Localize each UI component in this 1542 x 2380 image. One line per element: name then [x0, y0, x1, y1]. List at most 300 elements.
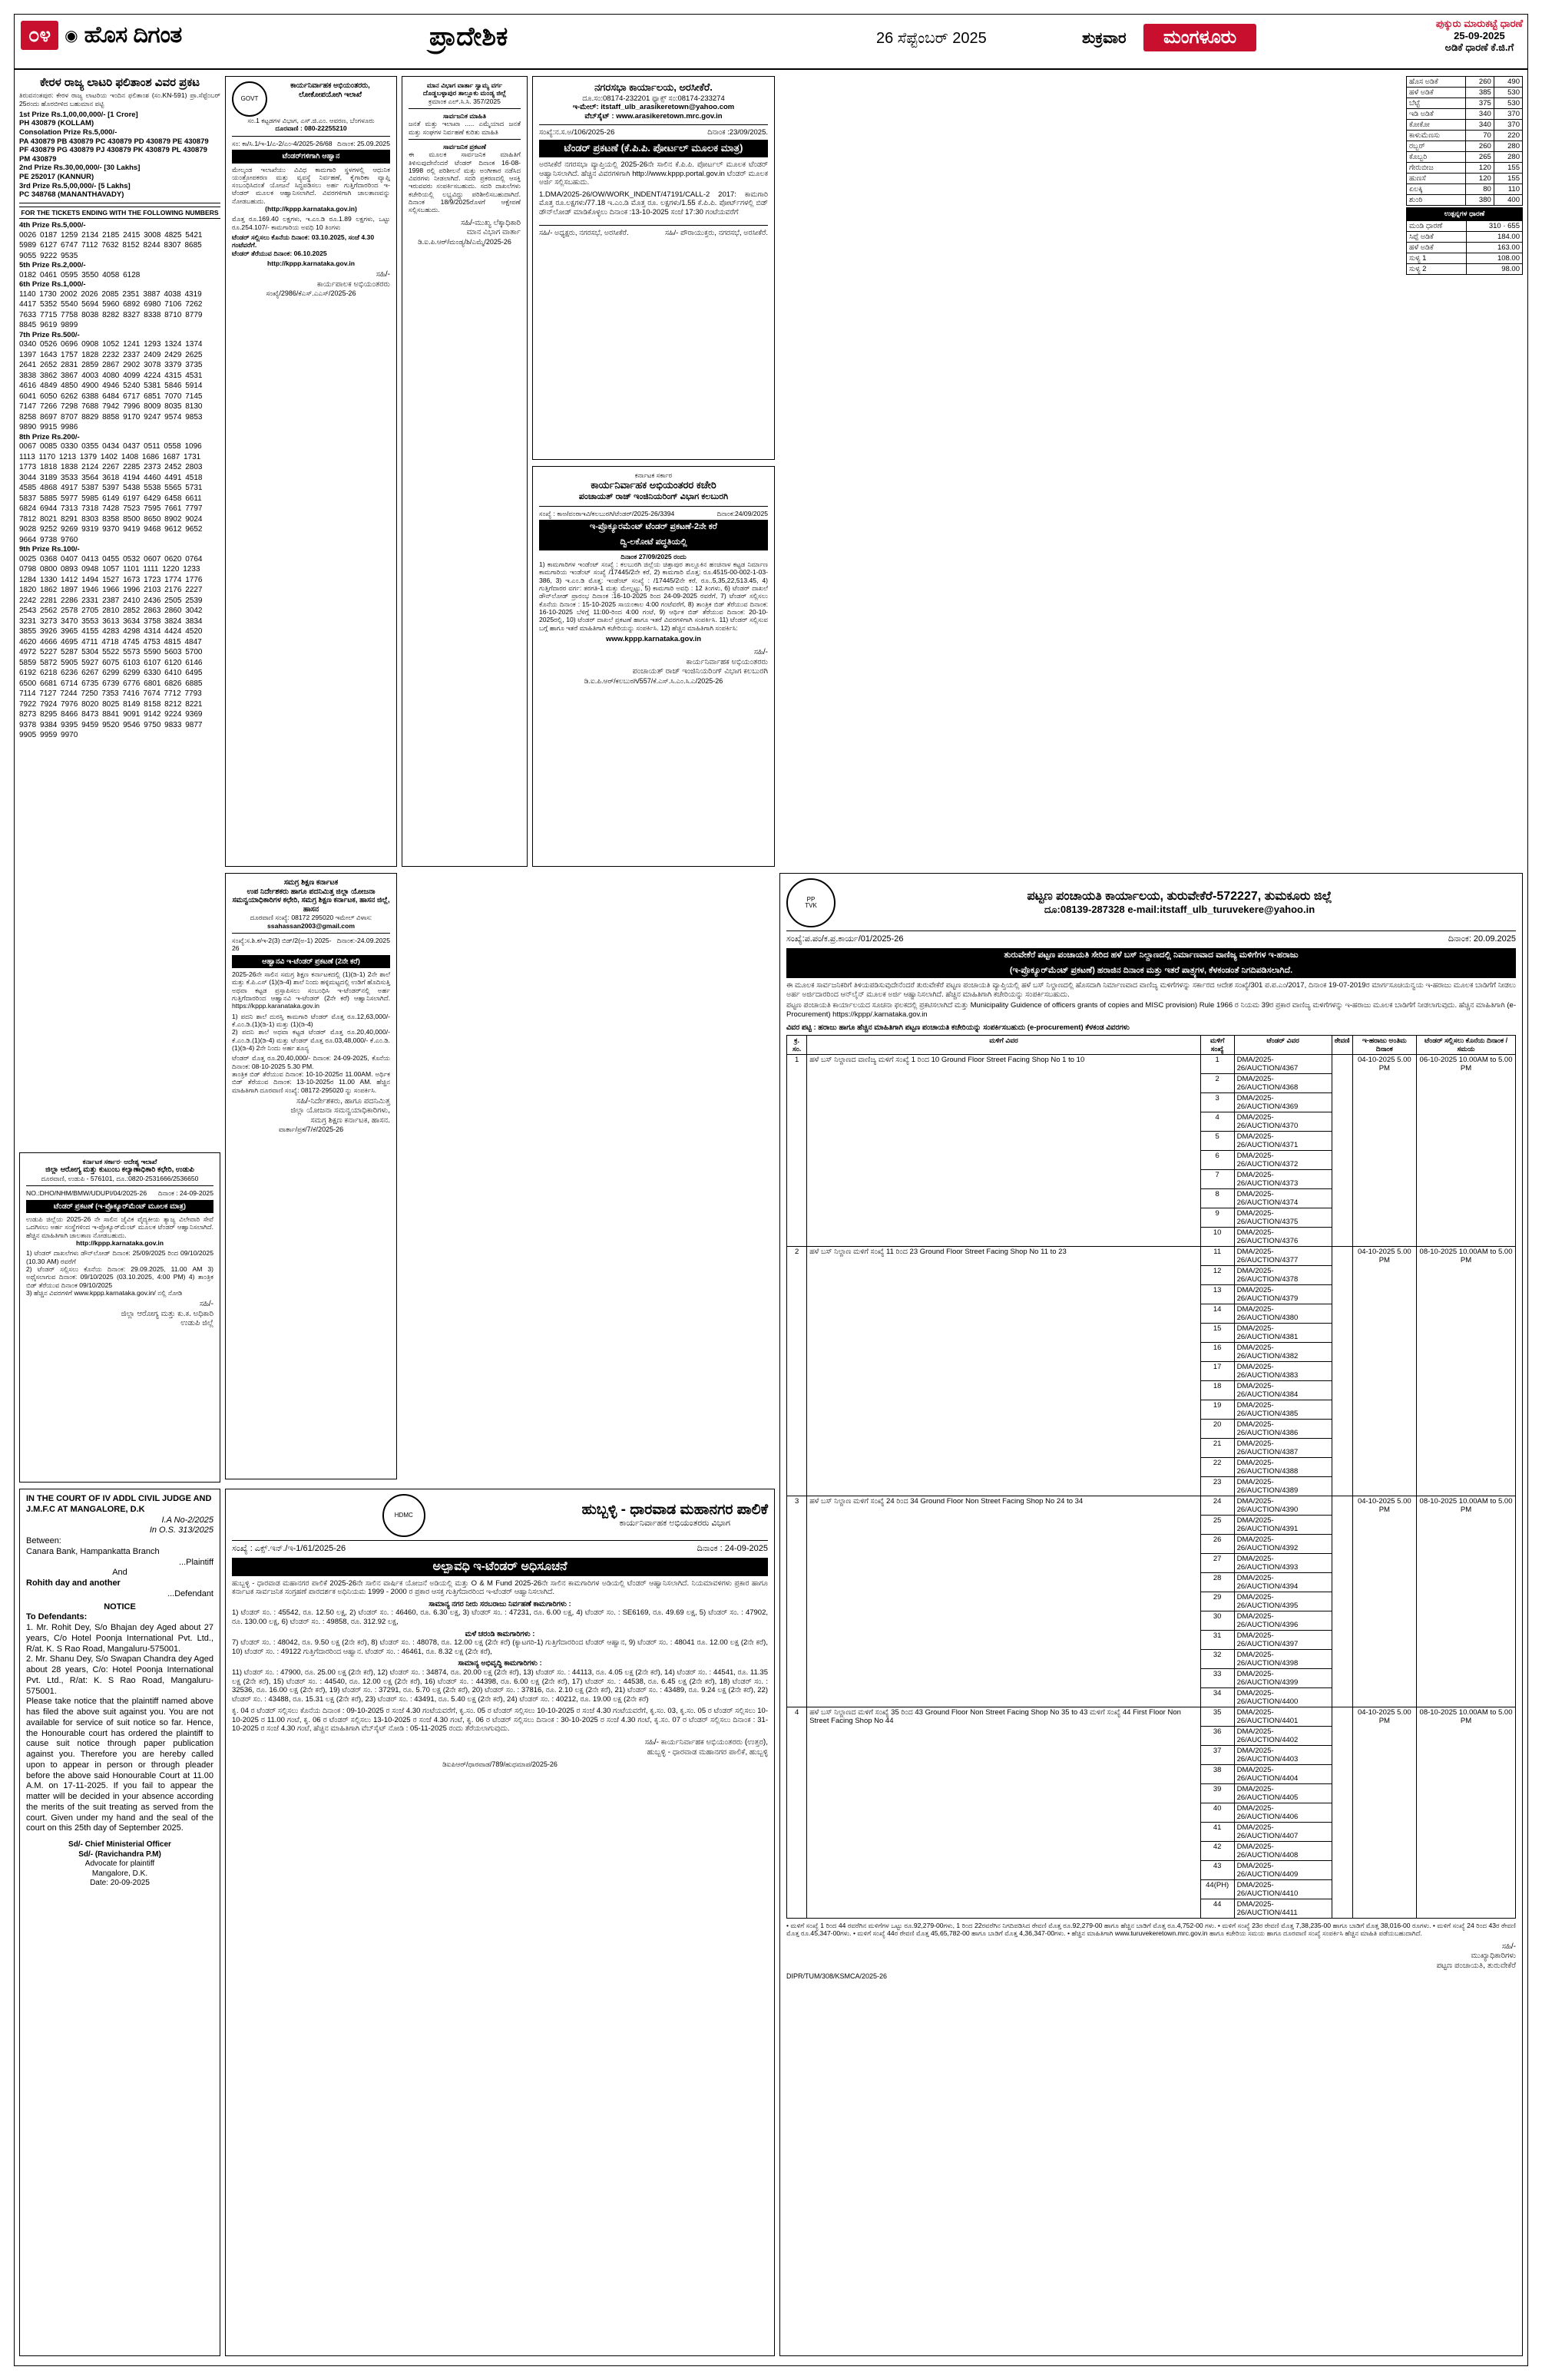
rate-footer-title: ಉತ್ಪನ್ನಗಳ ಧಾರಣೆ [1406, 207, 1523, 220]
tvk-sno: 1 [787, 1055, 807, 1247]
tvk-tender-id: DMA/2025-26/AUCTION/4393 [1234, 1554, 1332, 1573]
tvk-tender-id: DMA/2025-26/AUCTION/4374 [1234, 1189, 1332, 1208]
tvk-shop-no: 27 [1200, 1554, 1234, 1573]
paper-name: ಹೊಸ ದಿಗಂತ [84, 22, 182, 48]
udupi-phone: ದೂರವಾಣಿ, ಉಡುಪಿ - 576101, ದೂ.:0820-2531666/2536650 [41, 1174, 199, 1182]
rate-footer-value: 310 · 655 [1466, 221, 1522, 232]
arasikere-items [539, 190, 768, 217]
rate-high: 370 [1494, 109, 1522, 120]
tvk-tender-id: DMA/2025-26/AUCTION/4378 [1234, 1266, 1332, 1285]
blr-addr: ಸಂ.1 ಕಟ್ಟಡಗಳ ವಿಭಾಗ, ಎಸ್.ಜಿ.ಎಂ. ಆವರಣ, ಬೆಂಗಳೂರು [247, 117, 375, 124]
court-sign2: Sd/- (Ravichandra P.M) [78, 1849, 161, 1859]
tvk-shop-desc: ಹಳೆ ಬಸ್ ನಿಲ್ದಾಣ ಮಳಿಗೆ ಸಂಖ್ಯೆ 24 ರಿಂದ 34 Ground Floor Non Street Facing Shop No 24 to 34 [807, 1496, 1201, 1707]
tvk-tender-id: DMA/2025-26/AUCTION/4411 [1234, 1899, 1332, 1919]
rate-row [1407, 109, 1523, 120]
udupi-bullets [26, 1249, 213, 1297]
rate-footer-value: 163.00 [1466, 243, 1522, 253]
hassan-items [232, 1013, 390, 1053]
rate-high: 110 [1494, 184, 1522, 195]
kal-sign1: ಸಹಿ/- [753, 648, 768, 657]
table-row [787, 1055, 1516, 1074]
lottery-panel [19, 76, 220, 741]
tvk-shop-no: 10 [1200, 1228, 1234, 1247]
hubli-emblem-icon: HDMC [382, 1494, 425, 1537]
blr-head1: ಕಾರ್ಯನಿರ್ವಾಹಕ ಅಭಿಯಂತರರು, [290, 81, 370, 90]
tvk-shop-no: 5 [1200, 1132, 1234, 1151]
tvk-shop-no: 26 [1200, 1535, 1234, 1554]
tvk-sno: 4 [787, 1707, 807, 1919]
arasikere-phone: ದೂ.ಸಂ:08174-232201 ಫ್ಯಾಕ್ಸ್ ಸಂ:08174-233274 [582, 94, 725, 103]
tvk-shop-no: 15 [1200, 1324, 1234, 1343]
hassan-body: 2025-26ನೇ ಸಾಲಿನ ಸಮಗ್ರ ಶಿಕ್ಷಣ ಕರ್ನಾಟಕದಲ್ಲಿ (1)(ಡಿ-1) 2ನೇ ಶಾಲೆ ಮತ್ತು ಕೆ.ಪಿ.ಎಸ್ (1)(ಡಿ-4) ಶಾಲೆ ನಿಂದು ಹಳ್ಳಿಮಟ್ಟದಲ್ಲಿ ಉಡಿಗೆ ಹೊದಿಸುತ್ತಿ ಅಥವಾ ಕಟ್ಟಡ ಪ್ರಸ್ತಾಪಿಸಲು ಸಂಬಂಧಿಸಿ ಇ-ಟೆಂಡರ್‌ನಲ್ಲಿ ಅರ್ಹ ಗುತ್ತಿಗೆದಾರರಿಂದ ಆಹ್ವಾನವಿ ಇ-ಟೆಂಡರ್ (2ನೇ ಕರೆ) ಆಹ್ವಾನಿಸಲಾಗಿದೆ. https://kppp.karanataka.gov.in [232, 970, 390, 1010]
court-defendant: Rohith day and another [26, 1578, 121, 1588]
tvk-tender-id: DMA/2025-26/AUCTION/4383 [1234, 1362, 1332, 1381]
tvk-tender-id: DMA/2025-26/AUCTION/4377 [1234, 1247, 1332, 1266]
tvk-shop-no: 21 [1200, 1439, 1234, 1458]
rate-row [1407, 163, 1523, 174]
tvk-shop-no: 23 [1200, 1477, 1234, 1496]
table-row [787, 1707, 1516, 1727]
govt-emblem-icon: GOVT [232, 81, 267, 117]
hubli-date: ದಿನಾಂಕ : 24-09-2025 [697, 1544, 768, 1553]
tvk-shop-no: 1 [1200, 1055, 1234, 1074]
tvk-column-header: ಟೆಂಡರ್ ಸಲ್ಲಿಸಲು ಕೊನೆಯ ದಿನಾಂಕ / ಸಮಯ [1417, 1036, 1516, 1055]
kal-head1: ಕಾರ್ಯನಿರ್ವಾಹಕ ಅಭಿಯಂತರರ ಕಚೇರಿ [591, 479, 716, 491]
lottery-title: ಕೇರಳ ರಾಜ್ಯ ಲಾಟರಿ ಫಲಿತಾಂಶ ವಿವರ ಪ್ರಕಟ [39, 76, 200, 89]
tvk-tender-id: DMA/2025-26/AUCTION/4410 [1234, 1880, 1332, 1899]
rate-label: ಕೊಬ್ಬರಿ [1407, 152, 1466, 163]
rate-row [1407, 152, 1523, 163]
lottery-prize-head: 5th Prize Rs.2,000/- [19, 261, 86, 270]
lottery-prize-line: PC 348768 (MANANTHAVADY) [19, 190, 124, 200]
tvk-shop-no: 20 [1200, 1420, 1234, 1439]
tvk-body2: ಪಟ್ಟಣ ಪಂಚಾಯತಿ ಕಾರ್ಯಾಲಯದ ಸೂಚನಾ ಫಲಕದಲ್ಲಿ ಪ್ರಕಟಿಸಲಾಗಿದೆ ಮತ್ತು Municipality Guidence of officers grants of copies and MISC provision) Rule 1966 ರ ನಿಯಮ 39ರ ಪ್ರಕಾರ ವಾಣಿಜ್ಯ ಮಳಿಗೆಗಳನ್ನು ಇ-ಹರಾಜು ಮೂಲಕ ಬಾಡಿಗೆಗೆ ನೀಡಲಾಗುವುದು. ಹೆಚ್ಚಿನ ಮಾಹಿತಿಗಾಗಿ (e-Procurement) https://kppp/.karnataka.gov.in [786, 1001, 1516, 1019]
lottery-prize-line: PH 430879 (KOLLAM) [19, 119, 94, 128]
tvk-head1: ಪಟ್ಟಣ ಪಂಚಾಯತಿ ಕಾರ್ಯಾಲಯ, ತುರುವೇಕೆರೆ-572227, ತುಮಕೂರು ಜಿಲ್ಲೆ [1027, 889, 1332, 903]
tvk-shop-no: 43 [1200, 1861, 1234, 1880]
court-plaintiff: Canara Bank, Hampankatta Branch [26, 1546, 160, 1556]
rate-label: ಕೋಕೋ [1407, 120, 1466, 131]
mandya-body2: ಈ ಮೂಲಕ ಸಾರ್ವಜನಿಕ ಮಾಹಿತಿಗೆ ತಿಳಿಸುವುದೇನೆಂದರೆ ಟೆಂಡರ್ ದಿನಾಂಕ 16-08-1998 ರಲ್ಲಿ ಪರಿಶೀಲನೆ ಮತ್ತು ಅಂಗೀಕಾರ ನಡೆಸಿದ ವಿವರಗಳು ನೀಡಲಾಗಿದೆ. ಸದರಿ ಪ್ರಕರಣದಲ್ಲಿ ಆಸಕ್ತಿ ಇರುವವರು ಸಂಪರ್ಕಿಸಬಹುದು. ಸದರಿ ದಾಖಲೆಗಳು ಕಚೇರಿಯಲ್ಲಿ ಲಭ್ಯವಿದ್ದು ಪರಿಶೀಲಿಸಬಹುದಾಗಿದೆ. ದಿನಾಂಕ 18/9/2025ರೊಳಗೆ ಆಕ್ಷೇಪಣೆ ಸಲ್ಲಿಸಬಹುದು. [409, 150, 521, 214]
tvk-shop-no: 36 [1200, 1727, 1234, 1746]
court-sign1: Sd/- Chief Ministerial Officer [68, 1840, 171, 1849]
tvk-tender-id: DMA/2025-26/AUCTION/4385 [1234, 1400, 1332, 1420]
lottery-prize-numbers: 0026 0187 1259 2134 2185 2415 3008 4825 5421 5989 6127 6747 7112 7632 8152 8244 8307 8685 9055 9222 9535 [19, 230, 203, 260]
tvk-shop-no: 44 [1200, 1899, 1234, 1919]
tvk-shop-no: 28 [1200, 1573, 1234, 1592]
tvk-deposit [1332, 1496, 1352, 1707]
tvk-tender-id: DMA/2025-26/AUCTION/4399 [1234, 1669, 1332, 1688]
hubli-headline: ಅಲ್ಪಾವಧಿ ಇ-ಟೆಂಡರ್ ಅಧಿಸೂಚನೆ [232, 1558, 768, 1576]
lottery-prize-numbers: 0182 0461 0595 3550 4058 6128 [19, 270, 141, 279]
tvk-shop-no: 32 [1200, 1650, 1234, 1669]
tvk-last-date: 08-10-2025 10.00AM to 5.00 PM [1417, 1247, 1516, 1496]
hassan-phone: ದೂರವಾಣಿ ಸಂಖ್ಯೆ: 08172 295020 ಇಮೇಲ್ ವಿಳಾಸ: [250, 914, 372, 922]
tvk-contact[interactable]: ದೂ:08139-287328 e-mail:itstaff_ulb_turuvekere@yahoo.in [1044, 903, 1315, 915]
rate-row [1407, 131, 1523, 141]
lottery-prize-line: 3rd Prize Rs.5,00,000/- [5 Lakhs] [19, 181, 131, 190]
tvk-footnote: • ಮಳಿಗೆ ಸಂಖ್ಯೆ 1 ರಿಂದ 44 ರವರೆಗಿನ ಮಳಿಗೆಗಳ ಒಟ್ಟು ರೂ.92,279-00ಗಳು, 1 ರಿಂದ 22ರವರೆಗಿನ ನಿಗದಿಪಡಿಸಿದ ಠೇವಣಿ ಮೊತ್ತ ರೂ.92,279-00 ಹಾಗೂ ಹೆಚ್ಚಿನ ಬಾಡಿಗೆ ಮೊತ್ತ ರೂ.4,752-00 ಗಳು. • ಮಳಿಗೆ ಸಂಖ್ಯೆ 23ರ ಠೇವಣಿ ಮೊತ್ತ 7,38,235-00 ಹಾಗೂ ಬಾಡಿಗೆ ಮೊತ್ತ 38,016-00 ರೂಗಳು. • ಮಳಿಗೆ ಸಂಖ್ಯೆ 24 ರಿಂದ 43ರ ಠೇವಣಿ ಮೊತ್ತ ರೂ.45,347-00ಗಳು. • ಮಳಿಗೆ ಸಂಖ್ಯೆ 44ರ ಠೇವಣಿ ಮೊತ್ತ 45,65,782-00 ಹಾಗೂ ಬಾಡಿಗೆ ಮೊತ್ತ 4,36,347-00ಗಳು. • ಹೆಚ್ಚಿನ ಮಾಹಿತಿಗಾಗಿ www.turuvekeretown.mrc.gov.in ಹಾಗೂ ಕಚೇರಿಯ ಸಮಯ ಹಾಗೂ ದೂರವಾಣಿ ಸಂಖ್ಯೆ ಸಂಪರ್ಕಿಸಿ ಹೆಚ್ಚಿನ ಮಾಹಿತಿ ಪಡೆಯಬಹುದಾಗಿದೆ. [786, 1922, 1516, 1938]
tvk-tender-id: DMA/2025-26/AUCTION/4402 [1234, 1727, 1332, 1746]
court-body: Please take notice that the plaintiff named above has filed the above suit against you. You are not available for service of suit notice so far. Hence, the Honourable court has ordered the plaintiff to cause suit notice through paper publication against you. Therefore you are hereby called upon to appear in person or through pleader before the above said Honourable Court at 11.00 A.M. on 17-11-2025. If you fail to appear the matter will be decided in your absence according the merits of the suit treating as served from the court. Given under my hand and the seal of the court on this 25th day of September 2025. [26, 1697, 213, 1833]
hassan-date-line: ಟೆಂಡರ್ ಮೊತ್ತ ರೂ.20,40,000/- ದಿನಾಂಕ: 24-09-2025, ಕೊನೆಯ ದಿನಾಂಕ: 08-10-2025 5.30 PM. [232, 1054, 390, 1070]
court-defendant-1: 1. Mr. Rohit Dey, S/o Bhajan dey Aged about 27 years, C/o Hotel Poonja International Pvt. Ltd., R/at. K. S Rao Road, Mangaluru-575001. [26, 1623, 213, 1654]
tvk-shop-no: 39 [1200, 1784, 1234, 1803]
section-title: ಪ್ರಾದೇಶಿಕ [429, 22, 508, 51]
rate-high: 155 [1494, 174, 1522, 184]
tvk-tender-id: DMA/2025-26/AUCTION/4386 [1234, 1420, 1332, 1439]
issue-day: ಶುಕ್ರವಾರ [1082, 30, 1127, 47]
rate-table-panel [1406, 76, 1523, 275]
logo-icon: ◉ [65, 27, 78, 45]
tvk-tender-id: DMA/2025-26/AUCTION/4396 [1234, 1611, 1332, 1631]
tvk-tender-id: DMA/2025-26/AUCTION/4403 [1234, 1746, 1332, 1765]
arasikere-no: ಸಂಖ್ಯೆ:ನ.ಸ.ಅ/106/2025-26 [539, 127, 615, 137]
udupi-org1: ಕರ್ನಾಟಕ ಸರ್ಕಾರ· ಆದೇಶ್ಯ ಇಲಾಖೆ [82, 1158, 157, 1165]
lottery-prize-numbers: 0025 0368 0407 0413 0455 0532 0607 0620 0764 0798 0800 0893 0948 1057 1101 1111 1220 1233 1284 1330 1412 1494 1527 1673 1723 1774 1776 1820 1862 1897 1946 1966 1996 2103 2176 2227 2242 2281 2286 2331 2387 2410 2436 2505 2539 2543 2562 2578 2705 2810 2852 2863 2860 3042 3231 3273 3470 3553 3613 3634 3758 3824 3834 3855 3926 3965 4155 4283 4298 4314 4424 4520 4620 4666 4695 4711 4718 4745 4753 4815 4847 4972 5227 5287 5304 5522 5573 5590 5603 5700 5859 5872 5905 5927 6075 6103 6107 6120 6146 6192 6218 6236 6267 6299 6299 6330 6410 6495 6500 6681 6714 6735 6739 6776 6801 6826 6885 7114 7127 7244 7250 7353 7416 7674 7712 7793 7922 7924 7976 8020 8025 8149 8158 8212 8221 8273 8295 8466 8473 8841 9091 9142 9224 9369 9378 9384 9395 9459 9520 9546 9750 9833 9877 9905 9959 9970 [19, 554, 203, 740]
blr-url2[interactable]: http://kppp.karnataka.gov.in [267, 259, 355, 267]
hassan-date: ದಿನಾಂಕ:-24.09.2025 [336, 936, 390, 944]
tvk-tender-id: DMA/2025-26/AUCTION/4405 [1234, 1784, 1332, 1803]
tvk-sno: 3 [787, 1496, 807, 1707]
tvk-tender-id: DMA/2025-26/AUCTION/4388 [1234, 1458, 1332, 1477]
mandya-sec1: ಸಾರ್ವಜನಿಕ ಮಾಹಿತಿ [442, 111, 487, 120]
tvk-tender-id: DMA/2025-26/AUCTION/4394 [1234, 1573, 1332, 1592]
tvk-shop-desc: ಹಳೆ ಬಸ್ ನಿಲ್ದಾಣದ ವಾಣಿಜ್ಯ ಮಳಿಗೆ ಸಂಖ್ಯೆ 1 ರಿಂದ 10 Ground Floor Street Facing Shop No 1 to 10 [807, 1055, 1201, 1247]
hassan-no: ಸಂಖ್ಯೆ:ಸ.ಶಿ.ಕ/ಇ-2(3) ಬಿಡ್‌/2(ಅ-1) 2025-26 [232, 936, 332, 953]
rate-footer-label: ಸುಳ್ಯ 1 [1407, 253, 1467, 264]
tvk-column-header: ಮಳಿಗೆ ವಿವರ [807, 1036, 1201, 1055]
tvk-body1: ಈ ಮೂಲಕ ಸಾರ್ವಜನಿಕರಿಗೆ ತಿಳಿಯಪಡಿಸುವುದೇನೆಂದರೆ ತುರುವೇಕೆರೆ ಪಟ್ಟಣ ಪಂಚಾಯತಿ ವ್ಯಾಪ್ತಿಯಲ್ಲಿ ಹಳೆ ಬಸ್ ನಿಲ್ದಾಣದಲ್ಲಿ ಹೊಸದಾಗಿ ನಿರ್ಮಾಣವಾದ ವಾಣಿಜ್ಯ ಮಳಿಗೆಗಳನ್ನು ಸರ್ಕಾರದ ಆದೇಶ ಸಂಖ್ಯೆ/301 ಪ.ಪ.ಎಂ/2017, ದಿನಾಂಕ 19-07-2019ರ ಮಾರ್ಗಸೂಚಿಯನ್ವಯ ಇ-ಹರಾಜು ಮೂಲಕ ಬಾಡಿಗೆಗೆ ನೀಡಲು ಅರ್ಹ ಅರ್ಜಿದಾರರಿಂದ ಆನ್‌ಲೈನ್ ಮೂಲಕ ಅರ್ಜಿ ಆಹ್ವಾನಿಸಲಾಗಿದೆ. ಹೆಚ್ಚಿನ ಮಾಹಿತಿಗಾಗಿ ಕಚೇರಿಯನ್ನು ಸಂಪರ್ಕಿಸಬಹುದು. [786, 981, 1516, 999]
tvk-shop-no: 2 [1200, 1074, 1234, 1093]
tvk-last-date: 06-10-2025 10.00AM to 5.00 PM [1417, 1055, 1516, 1247]
tvk-column-header: ಇ-ಹರಾಜು ಅಂತಿಮ ದಿನಾಂಕ [1352, 1036, 1417, 1055]
tvk-deposit [1332, 1247, 1352, 1496]
blr-phone: ದೂರವಾಣಿ : 080-22255210 [275, 124, 347, 133]
court-defendant-2: 2. Mr. Shanu Dey, S/o Swapan Chandra dey Aged about 28 years, C/o: Hotel Poonja International Pvt. Ltd., R/at: K. S Rao Road, Mangaluru-575001. [26, 1654, 213, 1696]
turuvekere-auction-notice [779, 873, 1523, 2356]
lottery-prize-line: PF 430879 PG 430879 PJ 430879 PK 430879 PL 430879 [19, 146, 207, 155]
tvk-shop-no: 35 [1200, 1707, 1234, 1727]
rate-low: 380 [1465, 195, 1494, 206]
tvk-deposit [1332, 1055, 1352, 1247]
udupi-bullet: 1) ಟೆಂಡರ್ ದಾಖಲೆಗಳು ಡೌನ್‌ಲೋಡ್ ದಿನಾಂಕ: 25/09/2025 ರಿಂದ 09/10/2025 (10.30 AM) ರವರೆಗೆ [26, 1249, 213, 1265]
lottery-prize-numbers: 0340 0526 0696 0908 1052 1241 1293 1324 1374 1397 1643 1757 1828 2232 2337 2409 2429 2625 2641 2652 2831 2859 2867 2902 3078 3379 3735 3838 3862 3867 4003 4080 4099 4224 4315 4531 4616 4849 4850 4900 4946 5240 5381 5846 5914 6041 6050 6262 6388 6484 6717 6851 7070 7145 7147 7266 7298 7688 7942 7996 8009 8035 8130 8258 8697 8707 8829 8858 9170 9247 9574 9853 9890 9915 9986 [19, 340, 203, 432]
tvk-shop-no: 11 [1200, 1247, 1234, 1266]
udupi-url[interactable]: http://kppp.karnataka.gov.in [76, 1239, 164, 1248]
court-case1: I.A No-2/2025 [161, 1515, 213, 1525]
rate-label: ಹೊಸ ಅಡಿಕೆ [1407, 77, 1466, 88]
hassan-item: 1) ಪದನಿ ಶಾಲೆ ದುರಸ್ತಿ ಕಾಮಗಾರಿ ಟೆಂಡರ್ ಮೊತ್ತ ರೂ.12,63,000/- ಕೆ.ಎಂ.ಡಿ.(1)(ಡಿ-1) ಮತ್ತು (1)(ಡಿ-4) [232, 1012, 390, 1029]
lottery-prize-line: 1st Prize Rs.1,00,00,000/- [1 Crore] [19, 110, 138, 119]
blr-head2: ಲೋಕೋಪಯೋಗಿ ಇಲಾಖೆ [298, 90, 362, 99]
rate-label: ಏಲಕ್ಕಿ [1407, 184, 1466, 195]
hassan-sign2: ಜಿಲ್ಲಾ ಯೋಜನಾ ಸಮನ್ವಯಾಧಿಕಾರಿಗಳು, [290, 1106, 390, 1116]
blr-date: ದಿನಾಂಕ: 25.09.2025 [337, 139, 390, 147]
arasikere-sign2: ಸಹಿ/- ಪೌರಾಯುಕ್ತರು, ನಗರಸಭೆ, ಅರಸೀಕೆರೆ. [664, 228, 768, 237]
udupi-headline: ಟೆಂಡರ್ ಪ್ರಕಟಣೆ (ಇ-ಪ್ರೊಕ್ಯೂರ್‌ಮೆಂಟ್ ಮೂಲಕ ಮಾತ್ರ) [26, 1200, 213, 1214]
arasikere-email[interactable]: ಇ-ಮೇಲ್: itstaff_ulb_arasikeretown@yahoo.com [572, 103, 735, 112]
hubli-group-1 [232, 1608, 768, 1626]
tvk-tender-id: DMA/2025-26/AUCTION/4391 [1234, 1516, 1332, 1535]
market-rate-title: ಪುಕ್ಕುರು ಮಾರುಕಟ್ಟೆ ಧಾರಣೆ [1435, 18, 1523, 29]
court-between: Between: [26, 1536, 61, 1545]
rate-row [1407, 184, 1523, 195]
mandya-sign1: ಸಹಿ/-ಮುಖ್ಯ ಲೆಕ್ಕಾಧಿಕಾರಿ [460, 218, 521, 227]
arasikere-body: ಅರಸೀಕೆರೆ ನಗರಸಭಾ ವ್ಯಾಪ್ತಿಯಲ್ಲಿ 2025-26ನೇ ಸಾಲಿನ ಕೆ.ಪಿ.ಪಿ. ಪೋರ್ಟಲ್ ಮೂಲಕ ಟೆಂಡರ್ ಆಹ್ವಾನಿಸಲಾಗಿದೆ. ಹೆಚ್ಚಿನ ವಿವರಗಳಿಗಾಗಿ http://www.kppp.portal.gov.in ಟೆಂಡರ್ ಮೂಲಕ ಅರ್ಜಿ ಸಲ್ಲಿಸಬಹುದು. [539, 160, 768, 187]
rate-label: ಇಡಿ ಅಡಿಕೆ [1407, 109, 1466, 120]
kal-no: ಸಂಖ್ಯೆ : ಕಾಅ/ಪಂರಾಇವಿ/ಕಲಬುರಗಿ/ಟೆಂಡರ್/2025-26/3394 [539, 509, 675, 517]
tvk-tender-id: DMA/2025-26/AUCTION/4395 [1234, 1592, 1332, 1611]
rate-low: 120 [1465, 174, 1494, 184]
lottery-top-prizes [19, 111, 220, 200]
hubli-ref: ಡಿಐಪಿಆರ್/ಧಾರವಾಡ/789/ಹುಧಮಾಪ/2025-26 [442, 1760, 558, 1768]
mandya-notice [402, 76, 528, 867]
udupi-sign1: ಸಹಿ/- [199, 1300, 213, 1309]
kal-date: ದಿನಾಂಕ:24/09/2025 [716, 509, 768, 517]
tvk-shop-no: 7 [1200, 1170, 1234, 1189]
hubli-item: 11) ಟೆಂಡರ್ ಸಂ. : 47900, ರೂ. 25.00 ಲಕ್ಷ (2ನೇ ಕರೆ), 12) ಟೆಂಡರ್ ಸಂ. : 34874, ರೂ. 20.00 ಲಕ್ಷ (2ನೇ ಕರೆ), 13) ಟೆಂಡರ್ ಸಂ. : 44113, ರೂ. 4.05 ಲಕ್ಷ (2ನೇ ಕರೆ), 14) ಟೆಂಡರ್ ಸಂ. : 44541, ರೂ. 11.35 ಲಕ್ಷ (2ನೇ ಕರೆ), 15) ಟೆಂಡರ್ ಸಂ. : 44540, ರೂ. 12.00 ಲಕ್ಷ (2ನೇ ಕರೆ), 16) ಟೆಂಡರ್ ಸಂ. : 44398, ರೂ. 6.00 ಲಕ್ಷ (2ನೇ ಕರೆ), 17) ಟೆಂಡರ್ ಸಂ. : 44538, ರೂ. 6.45 ಲಕ್ಷ (2ನೇ ಕರೆ), 18) ಟೆಂಡರ್ ಸಂ. : 32536, ರೂ. 16.00 ಲಕ್ಷ (2ನೇ ಕರೆ), 19) ಟೆಂಡರ್ ಸಂ. : 37291, ರೂ. 5.70 ಲಕ್ಷ (2ನೇ ಕರೆ), 20) ಟೆಂಡರ್ ಸಂ. : 37816, ರೂ. 2.10 ಲಕ್ಷ (2ನೇ ಕರೆ), 21) ಟೆಂಡರ್ ಸಂ. : 43489, ರೂ. 9.24 ಲಕ್ಷ (2ನೇ ಕರೆ), 22) ಟೆಂಡರ್ ಸಂ. : 43488, ರೂ. 15.31 ಲಕ್ಷ (2ನೇ ಕರೆ), 23) ಟೆಂಡರ್ ಸಂ. : 43491, ರೂ. 5.40 ಲಕ್ಷ (2ನೇ ಕರೆ), 24) ಟೆಂಡರ್ ಸಂ. : 40212, ರೂ. 19.00 ಲಕ್ಷ (2ನೇ ಕರೆ) [232, 1668, 768, 1704]
tvk-tender-id: DMA/2025-26/AUCTION/4380 [1234, 1304, 1332, 1324]
tvk-tender-id: DMA/2025-26/AUCTION/4379 [1234, 1285, 1332, 1304]
rate-footer-value: 98.00 [1466, 264, 1522, 275]
kal-head2: ಪಂಚಾಯತ್ ರಾಜ್ ಇಂಜಿನಿಯರಿಂಗ್ ವಿಭಾಗ ಕಲಬುರಗಿ [578, 492, 729, 502]
rate-row [1407, 88, 1523, 98]
arasikere-notice [532, 76, 775, 460]
lottery-subtitle: ತಿರುವನಂತಪುರ: ಕೇರಳ ರಾಜ್ಯ ಲಾಟರಿಯ ಇಂದಿನ ಫಲಿತಾಂಶ (ಸಂ.KN-591) ಪ್ರಾ.ಸೆಪ್ಟೆಂಬರ್ 25ರಂದು ಹೊರಬೀಳಿದ ಬಹುಮಾನ ಪಟ್ಟಿ [19, 91, 220, 107]
hassan-email[interactable]: ssahassan2003@gmail.com [267, 921, 355, 930]
kal-body: 1) ಕಾಮಗಾರಿಗಳ ಇಂಡೆಂಟ್ ಸಂಖ್ಯೆ : ಕಲಬುರಗಿ ಜಿಲ್ಲೆಯ ಚಿತ್ತಾಪುರ ತಾಲ್ಲೂಕಿನ ಹಂಚಿನಾಳ ಕಟ್ಟಡ ನಿರ್ಮಾಣ ಕಾಮಗಾರಿಯ ಇಂಡೆಂಟ್ ಸಂಖ್ಯೆ /17445/2ನೇ ಕರೆ, 2) ಕಾಮಗಾರಿ ಮೊತ್ತ: ರೂ.4515-00-002-1-03-386, 3) ಇ.ಎಂ.ಡಿ ಮೊತ್ತ: ಇಂಡೆಂಟ್ ಸಂಖ್ಯೆ : /17445/2ನೇ ಕರೆ, ರೂ..5,35,22,513.45, 4) ಗುತ್ತಿಗೆದಾರರ ವರ್ಗ: ತರಗತಿ-1 ಮತ್ತು ಮೇಲ್ಪಟ್ಟು, 5) ಕಾಮಗಾರಿ ಅವಧಿ : 12 ತಿಂಗಳು, 6) ಟೆಂಡರ್ ದಾಖಲೆ ಡೌನ್‌ಲೋಡ್ ಪ್ರಾರಂಭ ದಿನಾಂಕ :16-10-2025 ರಿಂದ 24-09-2025 ರವರೆಗೆ, 7) ಟೆಂಡರ್ ಸಲ್ಲಿಸಲು ಕೊನೆಯ ದಿನಾಂಕ : 15-10-2025 ಸಾಯಂಕಾಲ 4:00 ಗಂಟೆವರೆಗೆ, 8) ತಾಂತ್ರಿಕ ಬಿಡ್ ತೆರೆಯುವ ದಿನಾಂಕ: 16-10-2025 ಬೆಳಿಗ್ಗೆ 11:00-ರಿಂದ 4:00 ಗಂಟೆ, 9) ಆರ್ಥಿಕ ಬಿಡ್ ತೆರೆಯುವ ದಿನಾಂಕ: 20-10-2025ರಲ್ಲಿ, 10) ಟೆಂಡರ್ ದಾಖಲೆ ಪ್ರಕಟಣೆ ಹಾಗೂ ಇತರೆ ವಿವರಗಳಿಗಾಗಿ ಸಂಪರ್ಕಿಸಿ. 11) ಟೆಂಡರ್ ಸಲ್ಲಿಸುವ ಬಗ್ಗೆ ಹಾಗೂ ಇತರೆ ಮಾಹಿತಿಗಾಗಿ ಕಚೇರಿಯನ್ನು ಸಂಪರ್ಕಿಸಿ. 12) ಹೆಚ್ಚಿನ ಮಾಹಿತಿಗಾಗಿ ಸಂಪರ್ಕಿಸಿ: [539, 560, 768, 632]
rate-footer-label: ಮಂಡಿ ಧಾರಣೆ [1407, 221, 1467, 232]
tvk-auction-date: 04-10-2025 5.00 PM [1352, 1496, 1417, 1707]
rate-label: ಕಾಳುಮೆಣಸು [1407, 131, 1466, 141]
hubli-group-2 [232, 1638, 768, 1656]
tvk-table-title: ವಿವರ ಪಟ್ಟಿ : ಹರಾಜು ಹಾಗೂ ಹೆಚ್ಚಿನ ಮಾಹಿತಿಗಾಗಿ ಪಟ್ಟಣ ಪಂಚಾಯತಿ ಕಚೇರಿಯನ್ನು ಸಂಪರ್ಕಿಸಬಹುದು (e-procurement) ಕೆಳಕಂಡ ವಿವರಗಳು [786, 1023, 1130, 1032]
court-notice-head: NOTICE [104, 1602, 136, 1611]
rate-footer-row [1407, 221, 1523, 232]
tvk-last-date: 08-10-2025 10.00AM to 5.00 PM [1417, 1496, 1516, 1707]
tvk-tender-id: DMA/2025-26/AUCTION/4375 [1234, 1208, 1332, 1228]
lottery-prize-numbers: 0067 0085 0330 0355 0434 0437 0511 0558 1096 1113 1170 1213 1379 1402 1408 1686 1687 1731 1773 1818 1838 2124 2267 2285 2373 2452 2803 3044 3189 3533 3564 3618 4194 4460 4491 4518 4585 4868 4917 5387 5397 5438 5538 5565 5731 5837 5885 5977 5985 6149 6197 6429 6458 6611 6824 6944 7313 7318 7428 7523 7595 7661 7797 7812 8021 8291 8303 8358 8500 8650 8902 9024 9028 9252 9269 9319 9370 9419 9468 9612 9652 9664 9738 9760 [19, 442, 203, 544]
rate-footer-row [1407, 232, 1523, 243]
lottery-prize-line: PE 252017 (KANNUR) [19, 172, 94, 181]
court-and: And [112, 1568, 127, 1578]
hassan-date-line: ತಾಂತ್ರಿಕ ಬಿಡ್ ತೆರೆಯುವ ದಿನಾಂಕ: 10-10-2025ರ 11.00AM. ಅರ್ಥಿಕ ಬಿಡ್ ತೆರೆಯುವ ದಿನಾಂಕ: 13-10-2025ರ 11.00 AM. ಹೆಚ್ಚಿನ ಮಾಹಿತಿಗಾಗಿ ದೂರವಾಣಿ ಸಂಖ್ಯೆ: 08172-295020 ನ್ನು ಸಂಪರ್ಕಿಸಿ. [232, 1069, 390, 1094]
tvk-tender-id: DMA/2025-26/AUCTION/4409 [1234, 1861, 1332, 1880]
rate-low: 340 [1465, 109, 1494, 120]
tvk-auction-date: 04-10-2025 5.00 PM [1352, 1055, 1417, 1247]
arasikere-date: ದಿನಾಂಕ :23/09/2025. [707, 127, 768, 137]
rate-label: ಶುಂಠಿ [1407, 195, 1466, 206]
arasikere-head: ನಗರಸಭಾ ಕಾರ್ಯಾಲಯ, ಅರಸೀಕೆರೆ. [594, 81, 713, 93]
rate-footer-value: 108.00 [1466, 253, 1522, 264]
tvk-shop-no: 22 [1200, 1458, 1234, 1477]
udupi-body: ಉಡುಪಿ ಜಿಲ್ಲೆಯ 2025-26 ನೇ ಸಾಲಿನ ಜೈವಿಕ ವೈದ್ಯಕೀಯ ತ್ಯಾಜ್ಯ ವಿಲೇವಾರಿ ಸೇವೆ ಒದಗಿಸಲು ಅರ್ಹ ಸಂಸ್ಥೆಗಳಿಂದ ಇ-ಪ್ರೊಕ್ಯೂರ್‌ಮೆಂಟ್ ಮೂಲಕ ಟೆಂಡರ್ ಆಹ್ವಾನಿಸಲಾಗಿದೆ. ಹೆಚ್ಚಿನ ಮಾಹಿತಿಗಾಗಿ ಜಾಲತಾಣ ನೋಡಬಹುದು. [26, 1215, 213, 1239]
tvk-shop-no: 4 [1200, 1112, 1234, 1132]
kal-headline1: ಇ-ಪ್ರೊಕ್ಯೂರಮೆಂಟ್ ಟೆಂಡರ್ ಪ್ರಕಟಣೆ-2ನೇ ಕರೆ [539, 520, 768, 535]
hassan-sign3: ಸಮಗ್ರ ಶಿಕ್ಷಣ ಕರ್ನಾಟಕ, ಹಾಸನ. [310, 1116, 390, 1125]
hubli-sec3: ಸಾಮಾನ್ಯ ಅಭಿವೃದ್ಧಿ ಕಾಮಗಾರಿಗಳು : [458, 1659, 542, 1668]
udupi-no: NO.:DHO/NHM/BMW/UDUPI/04/2025-26 [26, 1189, 147, 1198]
tvk-tender-id: DMA/2025-26/AUCTION/4373 [1234, 1170, 1332, 1189]
blr-no: ಸಂ: ಕಾ/ಸಿ.1/ಇ-1/ಎ-2/ಎಂ-4/2025-26/68 [232, 139, 333, 147]
turuvekere-emblem-icon: PP TVK [786, 878, 836, 927]
rate-row [1407, 98, 1523, 109]
table-row [787, 1496, 1516, 1516]
tvk-tender-id: DMA/2025-26/AUCTION/4372 [1234, 1151, 1332, 1170]
lottery-prize-head: 8th Prize Rs.200/- [19, 432, 80, 441]
tvk-shop-no: 16 [1200, 1343, 1234, 1362]
tvk-auction-table [786, 1035, 1516, 1919]
udupi-dho-notice [19, 1152, 220, 1483]
masthead [15, 15, 1527, 70]
tvk-tender-id: DMA/2025-26/AUCTION/4376 [1234, 1228, 1332, 1247]
rate-row [1407, 174, 1523, 184]
rate-high: 530 [1494, 88, 1522, 98]
kal-sign3: ಪಂಚಾಯತ್ ರಾಜ್ ಇಂಜಿನಿಯರಿಂಗ್ ವಿಭಾಗ ಕಲಬುರಗಿ [632, 667, 768, 676]
tvk-tender-id: DMA/2025-26/AUCTION/4371 [1234, 1132, 1332, 1151]
tvk-shop-no: 3 [1200, 1093, 1234, 1112]
hubli-sign1: ಸಹಿ/- ಕಾರ್ಯನಿರ್ವಾಹಕ ಅಭಿಯಂತರರು (ಉತ್ತರ), [644, 1738, 768, 1747]
rate-low: 340 [1465, 120, 1494, 131]
hassan-ssk-notice [225, 873, 397, 1479]
tvk-shop-no: 17 [1200, 1362, 1234, 1381]
page-sheet [14, 14, 1528, 2366]
tvk-shop-no: 24 [1200, 1496, 1234, 1516]
tvk-tender-id: DMA/2025-26/AUCTION/4370 [1234, 1112, 1332, 1132]
hubli-sec1: ಸಾಮಾನ್ಯ ನಗರ ನೀರು ಸರಬರಾಜು ನಿರ್ವಹಣೆ ಕಾಮಗಾರಿಗಳು : [429, 1599, 571, 1608]
tvk-tender-id: DMA/2025-26/AUCTION/4384 [1234, 1381, 1332, 1400]
tvk-column-header: ಕ್ರ. ಸಂ. [787, 1036, 807, 1055]
tvk-shop-no: 8 [1200, 1189, 1234, 1208]
tvk-tender-id: DMA/2025-26/AUCTION/4397 [1234, 1631, 1332, 1650]
rate-row [1407, 77, 1523, 88]
tvk-tender-id: DMA/2025-26/AUCTION/4408 [1234, 1842, 1332, 1861]
tvk-tender-id: DMA/2025-26/AUCTION/4406 [1234, 1803, 1332, 1823]
tvk-shop-no: 40 [1200, 1803, 1234, 1823]
tvk-shop-no: 19 [1200, 1400, 1234, 1420]
rate-low: 375 [1465, 98, 1494, 109]
tvk-tender-id: DMA/2025-26/AUCTION/4368 [1234, 1074, 1332, 1093]
rate-high: 280 [1494, 141, 1522, 152]
blr-headline: ಟೆಂಡರ್‌ಗಳಿಗಾಗಿ ಆಹ್ವಾನ [232, 150, 390, 164]
mandya-ref: ಡಿ.ಐ.ಪಿ.ಆರ್/ಮಂಡ್ಯ/ಶಿ/ಎಮ್ಮೆ/2025-26 [418, 237, 511, 246]
tvk-auction-date: 04-10-2025 5.00 PM [1352, 1707, 1417, 1919]
udupi-sign2: ಜಿಲ್ಲಾ ಆರೋಗ್ಯ ಮತ್ತು ಕು.ಕ. ಅಧಿಕಾರಿ [121, 1309, 213, 1318]
lottery-note: FOR THE TICKETS ENDING WITH THE FOLLOWING NUMBERS [19, 207, 220, 219]
hubli-no: ಸಂಖ್ಯೆ : ಎಕ್ಸ್.ಇನ್./ಇ-1/61/2025-26 [232, 1544, 346, 1553]
tvk-tender-id: DMA/2025-26/AUCTION/4381 [1234, 1324, 1332, 1343]
tvk-shop-no: 13 [1200, 1285, 1234, 1304]
lottery-prize-list [19, 221, 220, 741]
blr-url1[interactable]: (http://kppp.karnataka.gov.in) [265, 205, 357, 213]
tvk-tender-id: DMA/2025-26/AUCTION/4367 [1234, 1055, 1332, 1074]
rate-label: ಹುಣಸೆ [1407, 174, 1466, 184]
rate-footer-row [1407, 243, 1523, 253]
tvk-last-date: 08-10-2025 10.00AM to 5.00 PM [1417, 1707, 1516, 1919]
rate-low: 265 [1465, 152, 1494, 163]
hassan-dates [232, 1054, 390, 1094]
hassan-head2: ಉಪ ನಿರ್ದೇಶಕರು ಹಾಗೂ ಪದನಿಮಿತ್ತ ಜಿಲ್ಲಾ ಯೋಜನಾ ಸಮನ್ವಯಾಧಿಕಾರಿಗಳ ಕಛೇರಿ, ಸಮಗ್ರ ಶಿಕ್ಷಣ ಕರ್ನಾಟಕ, ಹಾಸನ ಜಿಲ್ಲೆ, ಹಾಸನ [232, 887, 390, 914]
mandya-sec2: ಸಾರ್ವಜನಿಕ ಪ್ರಕಟಣೆ [443, 142, 486, 150]
blr-date2: ಟೆಂಡರ್ ತೆರೆಯುವ ದಿನಾಂಕ: 06.10.2025 [232, 249, 327, 257]
tvk-shop-no: 9 [1200, 1208, 1234, 1228]
tvk-shop-desc: ಹಳೆ ಬಸ್ ನಿಲ್ದಾಣ ಮಳಿಗೆ ಸಂಖ್ಯೆ 11 ರಿಂದ 23 Ground Floor Street Facing Shop No 11 to 23 [807, 1247, 1201, 1496]
tvk-column-header: ಠೇವಣಿ [1332, 1036, 1352, 1055]
tvk-shop-no: 6 [1200, 1151, 1234, 1170]
mandya-head2: ದೊಡ್ಡಬಳ್ಳಾಪುರ ತಾಲ್ಲೂಕು ಮಂಡ್ಯ ಜಿಲ್ಲೆ [422, 89, 507, 98]
court-to: To Defendants: [26, 1612, 88, 1622]
hubli-sub: ಕಾರ್ಯನಿರ್ವಾಹಕ ಅಭಿಯಂತರರು ವಿಭಾಗ [619, 1519, 730, 1529]
edition-place: ಮಂಗಳೂರು [1143, 24, 1256, 51]
hubli-sec2: ಮಳೆ ಚರಂಡಿ ಕಾಮಗಾರಿಗಳು : [465, 1629, 535, 1638]
court-title: IN THE COURT OF IV ADDL CIVIL JUDGE AND J.M.F.C AT MANGALORE, D.K [26, 1494, 212, 1514]
tvk-shop-no: 31 [1200, 1631, 1234, 1650]
market-rate-date: 25-09-2025 [1454, 30, 1505, 41]
tvk-shop-no: 30 [1200, 1611, 1234, 1631]
arasikere-web[interactable]: ವೆಬ್‌ಸೈಟ್ : www.arasikeretown.mrc.gov.in [584, 112, 723, 121]
tvk-shop-no: 42 [1200, 1842, 1234, 1861]
rate-high: 400 [1494, 195, 1522, 206]
rate-label: ರಬ್ಬರ್ [1407, 141, 1466, 152]
kalaburagi-panchayat-notice [532, 466, 775, 867]
rate-footer-label: ಸಿಪ್ಪೆ ಅಡಿಕೆ [1407, 232, 1467, 243]
tvk-tender-id: DMA/2025-26/AUCTION/4369 [1234, 1093, 1332, 1112]
mandya-sign2: ಮಾನ ವಿಭಾಗ ವಾರ್ತಾ [466, 228, 521, 237]
rate-row [1407, 141, 1523, 152]
arasikere-item: 1.DMA/2025-26/OW/WORK_INDENT/47191/CALL-2 2017: ಕಾಮಗಾರಿ ಮೊತ್ತ ರೂ.ಲಕ್ಷಗಳು/77.18 ಇ.ಎಂ.ಡಿ ಮೊತ್ತ ರೂ. ಲಕ್ಷಗಳು/1.55 ಕೆ.ಪಿ.ಪಿ. ಪೋರ್ಟ್‌ಗಳಲ್ಲಿ ಬಿಡ್ ಡೌನ್‌ಲೋಡ್ ಮಾಡಿಕೊಳ್ಳಲು ದಿನಾಂಕ :13-10-2025 ಸಂಜೆ 17:30 ಗಂಟೆಯವರೆಗೆ [539, 190, 768, 217]
tvk-tender-id: DMA/2025-26/AUCTION/4401 [1234, 1707, 1332, 1727]
lottery-prize-line: PA 430879 PB 430879 PC 430879 PD 430879 PE 430879 [19, 137, 209, 146]
rate-low: 80 [1465, 184, 1494, 195]
hubli-item: 7) ಟೆಂಡರ್ ಸಂ. : 48042, ರೂ. 9.50 ಲಕ್ಷ (2ನೇ ಕರೆ), 8) ಟೆಂಡರ್ ಸಂ. : 48078, ರೂ. 12.00 ಲಕ್ಷ (2ನೇ ಕರೆ) (ಕ್ಯಾಟಗರಿ-1) ಗುತ್ತಿಗೆದಾರರಿಂದ ಟೆಂಡರ್ ಆಹ್ವಾನ, 9) ಟೆಂಡರ್ ಸಂ. : 48041 ರೂ. 12.00 ಲಕ್ಷ (2ನೇ ಕರೆ), 10) ಟೆಂಡರ್ ಸಂ. : 49122 ಗುತ್ತಿಗೆದಾರರಿಂದ ಆಹ್ವಾನ. ಟೆಂಡರ್ ಸಂ. : 46461, ರೂ. 8.32 ಲಕ್ಷ (2ನೇ ಕರೆ), [232, 1638, 768, 1656]
kal-date2: ದಿನಾಂಕ 27/09/2025 ರಂದು [620, 552, 687, 560]
tvk-ref: DIPR/TUM/308/KSMCA/2025-26 [786, 1972, 888, 1981]
hassan-sign1: ಸಹಿ/-ನಿರ್ದೇಶಕರು, ಹಾಗೂ ಪದನಿಮಿತ್ತ [296, 1096, 390, 1106]
court-sign5: Date: 20-09-2025 [90, 1879, 150, 1887]
rate-label: ಬೆಟ್ಟೆ [1407, 98, 1466, 109]
hubli-intro: ಹುಬ್ಬಳ್ಳಿ - ಧಾರವಾಡ ಮಹಾನಗರ ಪಾಲಿಕೆ 2025-26ನೇ ಸಾಲಿನ ವಾರ್ಷಿಕ ಯೋಜನೆ ಅಡಿಯಲ್ಲಿ ಮತ್ತು O & M Fund 2025-26ನೇ ಸಾಲಿನ ಕಾಮಗಾರಿಗಳ ಅಡಿಯಲ್ಲಿ ಟೆಂಡರ್ ಆಹ್ವಾನಿಸಲಾಗಿದೆ. ನಿಯಮಾವಳಿಗಳು ಪ್ರಕಾರ ಹಾಗೂ ಕರ್ನಾಟಕ ಸಾರ್ವಜನಿಕ ಸಂಗ್ರಹಣೆ ಪಾರದರ್ಶಕ ಅಧಿನಿಯಮ 1999 - 2000 ರ ಪ್ರಕಾರ ಆಸಕ್ತ ಗುತ್ತಿಗೆದಾರರಿಂದ ಇ-ಟೆಂಡರ್ ಆಹ್ವಾನಿಸಲಾಗಿದೆ. [232, 1578, 768, 1597]
blr-date1: ಟೆಂಡರ್ ಸಲ್ಲಿಸಲು ಕೊನೆಯ ದಿನಾಂಕ: 03.10.2025, ಸಂಜೆ 4.30 ಗಂಟೆವರೆಗೆ. [232, 233, 375, 250]
tvk-tender-id: DMA/2025-26/AUCTION/4390 [1234, 1496, 1332, 1516]
tvk-tender-id: DMA/2025-26/AUCTION/4389 [1234, 1477, 1332, 1496]
court-sign3: Advocate for plaintiff [84, 1859, 155, 1868]
mandya-body1: ಜನತೆ ಮತ್ತು ಇಲಾಖಾ ..... ಎಮ್ಮೆಯಾದ ಜನತೆ ಮತ್ತು ಸಂಘಗಳ ನಿರ್ವಹಣೆ ಕುರಿತು ಮಾಹಿತಿ [409, 120, 521, 136]
tvk-shop-no: 25 [1200, 1516, 1234, 1535]
lottery-prize-head: 6th Prize Rs.1,000/- [19, 280, 86, 289]
rate-footer-row [1407, 264, 1523, 275]
kal-ref: ಡಿ.ಐ.ಪಿ.ಆರ್/ಕಲಬುರಗಿ/557/ಕೆ.ಎಸ್.ಸಿ.ಎಂ.ಸಿ.ಎ/2025-26 [584, 676, 723, 685]
tvk-column-header: ಟೆಂಡರ್ ವಿವರ [1234, 1036, 1332, 1055]
tvk-shop-desc: ಹಳೆ ಬಸ್ ನಿಲ್ದಾಣದ ಮಳಿಗೆ ಸಂಖ್ಯೆ 35 ರಿಂದ 43 Ground Floor Non Street Facing Shop No 35 to 43 ಮಳಿಗೆ ಸಂಖ್ಯೆ 44 First Floor Non Street Facing Shop No 44 [807, 1707, 1201, 1919]
hubli-item: 1) ಟೆಂಡರ್ ಸಂ. : 45542, ರೂ. 12.50 ಲಕ್ಷ, 2) ಟೆಂಡರ್ ಸಂ. : 46460, ರೂ. 6.30 ಲಕ್ಷ, 3) ಟೆಂಡರ್ ಸಂ. : 47231, ರೂ. 6.00 ಲಕ್ಷ, 4) ಟೆಂಡರ್ ಸಂ. : SE6169, ರೂ. 49.69 ಲಕ್ಷ, 5) ಟೆಂಡರ್ ಸಂ. : 47902, ರೂ. 130.00 ಲಕ್ಷ, 6) ಟೆಂಡರ್ ಸಂ. : 49858, ರೂ. 312.92 ಲಕ್ಷ, [232, 1608, 768, 1627]
tvk-tender-id: DMA/2025-26/AUCTION/4404 [1234, 1765, 1332, 1784]
rate-footer-value: 184.00 [1466, 232, 1522, 243]
rate-high: 370 [1494, 120, 1522, 131]
issue-date: 26 ಸೆಪ್ಟೆಂಬರ್ 2025 [876, 30, 987, 47]
hubli-dharwad-notice [225, 1489, 775, 2356]
tvk-shop-no: 14 [1200, 1304, 1234, 1324]
tvk-tender-id: DMA/2025-26/AUCTION/4392 [1234, 1535, 1332, 1554]
hassan-ref: ವಾರ್ತಾ/ಪ್ರಕ/7/ಕೆ/2025-26 [278, 1126, 344, 1134]
edition-badge: ೦೪ [21, 21, 58, 50]
tvk-tender-id: DMA/2025-26/AUCTION/4387 [1234, 1439, 1332, 1458]
lottery-prize-line: Consolation Prize Rs.5,000/- [19, 128, 117, 137]
mandya-no: ಕ್ರಮಾಂಕ ಎಲ್.ಸಿ.ಸಿ. 357/2025 [429, 97, 501, 105]
kal-url[interactable]: www.kppp.karnataka.gov.in [605, 634, 702, 643]
rate-high: 530 [1494, 98, 1522, 109]
lottery-prize-head: 4th Prize Rs.5,000/- [19, 220, 86, 230]
